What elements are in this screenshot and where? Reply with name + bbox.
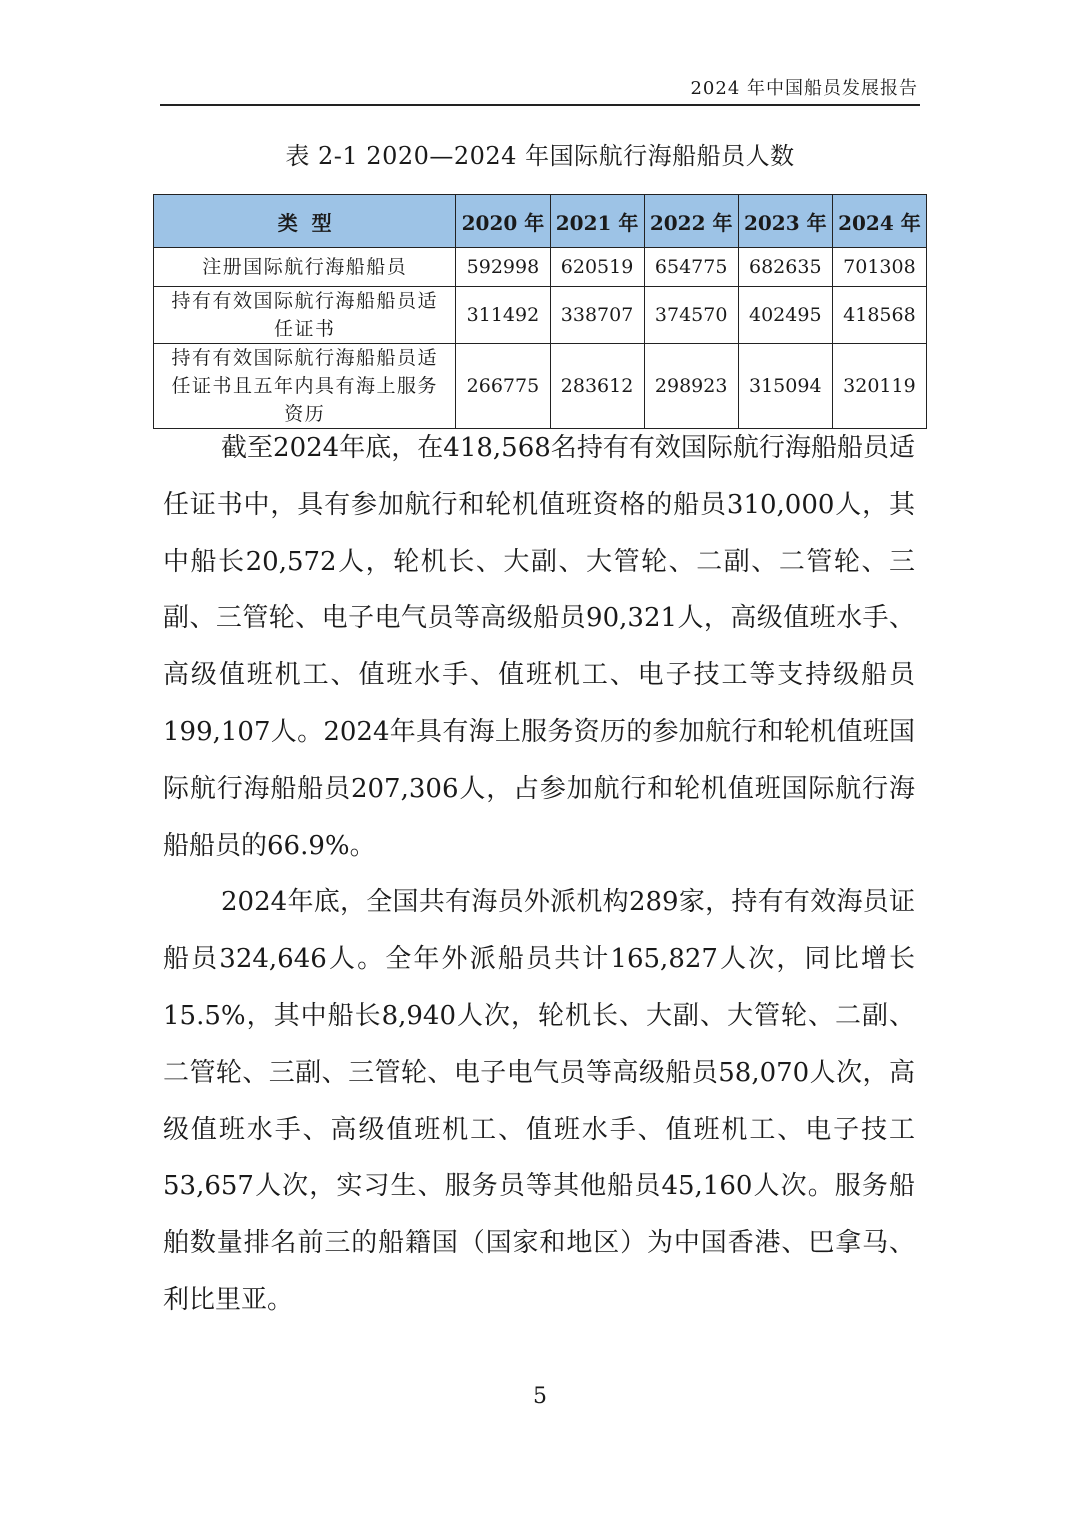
table-cell: 418568 — [832, 287, 926, 344]
table-cell: 283612 — [550, 344, 644, 429]
table-cell: 620519 — [550, 248, 644, 287]
seafarer-table — [153, 194, 927, 429]
paragraph: 截至2024年底，在418,568名持有有效国际航行海船船员适任证书中，具有参加航行和轮机值班资格的船员310,000人，其中船长20,572人，轮机长、大副、大管轮、二副、二管轮、三副、三管轮、电子电气员等高级船员90,321人，高级值班水手、高级值班机工、值班水手、值班机工、电子技工等支持级船员199,107人。2024年具有海上服务资历的参加航行和轮机值班国际航行海船船员207,306人，占参加航行和轮机值班国际航行海船船员的66.9%。 — [163, 433, 915, 861]
table-cell: 402495 — [738, 287, 832, 344]
table-cell: 592998 — [456, 248, 550, 287]
table-caption: 表 2-1 2020—2024 年国际航行海船船员人数 — [285, 142, 795, 170]
table-cell: 311492 — [456, 287, 550, 344]
table-cell: 374570 — [644, 287, 738, 344]
column-header-year: 2022 年 — [644, 195, 738, 248]
column-header-type: 类 型 — [154, 195, 456, 248]
table-cell: 682635 — [738, 248, 832, 287]
column-header-year: 2021 年 — [550, 195, 644, 248]
table-header-row — [154, 195, 927, 248]
table-cell: 320119 — [832, 344, 926, 429]
table-cell: 266775 — [456, 344, 550, 429]
running-header: 2024 年中国船员发展报告 — [690, 78, 918, 99]
body-text — [163, 420, 915, 1329]
table-row — [154, 248, 927, 287]
table-cell: 701308 — [832, 248, 926, 287]
table-cell: 315094 — [738, 344, 832, 429]
column-header-year: 2020 年 — [456, 195, 550, 248]
table-row — [154, 287, 927, 344]
table-cell: 298923 — [644, 344, 738, 429]
row-label: 注册国际航行海船船员 — [154, 248, 456, 287]
paragraph: 2024年底，全国共有海员外派机构289家，持有有效海员证船员324,646人。全年外派船员共计165,827人次，同比增长15.5%，其中船长8,940人次，轮机长、大副、大管轮、二副、二管轮、三副、三管轮、电子电气员等高级船员58,070人次，高级值班水手、高级值班机工、值班水手、值班机工、电子技工53,657人次，实习生、服务员等其他船员45,160人次。服务船舶数量排名前三的船籍国（国家和地区）为中国香港、巴拿马、利比里亚。 — [163, 887, 915, 1315]
table-cell: 654775 — [644, 248, 738, 287]
table-cell: 338707 — [550, 287, 644, 344]
column-header-year: 2024 年 — [832, 195, 926, 248]
row-label: 持有有效国际航行海船船员适任证书 — [154, 287, 456, 344]
column-header-year: 2023 年 — [738, 195, 832, 248]
page-number: 5 — [533, 1384, 547, 1409]
table-row — [154, 344, 927, 429]
header-divider — [160, 104, 920, 106]
row-label: 持有有效国际航行海船船员适任证书且五年内具有海上服务资历 — [154, 344, 456, 429]
